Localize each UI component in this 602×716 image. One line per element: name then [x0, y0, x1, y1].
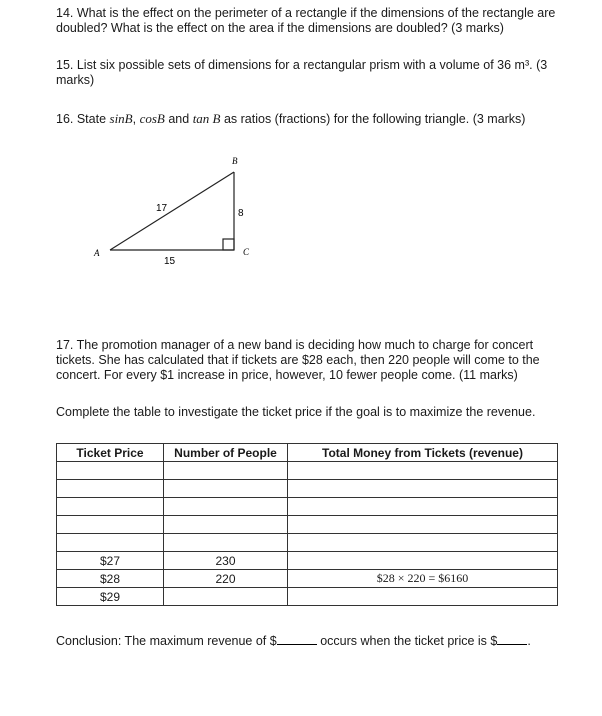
- question-15: 15. List six possible sets of dimensions for a rectangular prism with a volume of 36 m³. (3 marks): [56, 58, 548, 87]
- cell-people[interactable]: [164, 516, 288, 534]
- q16-prefix: 16. State: [56, 112, 110, 126]
- cell-price[interactable]: [57, 480, 164, 498]
- table-header-row: [57, 444, 558, 462]
- cell-people[interactable]: [164, 462, 288, 480]
- table-row: [57, 516, 558, 534]
- cell-price[interactable]: [57, 534, 164, 552]
- cell-revenue[interactable]: [288, 462, 558, 480]
- table-instruction: Complete the table to investigate the ticket price if the goal is to maximize the revenue.: [56, 405, 536, 419]
- q16-and: and: [164, 112, 193, 126]
- cell-price: $28: [57, 570, 164, 588]
- side-ab-label: 17: [156, 203, 168, 214]
- cell-people: 230: [164, 552, 288, 570]
- conclusion: [56, 632, 576, 649]
- table-row: [57, 498, 558, 516]
- q16-suffix: as ratios (fractions) for the following triangle. (3 marks): [220, 112, 526, 126]
- cell-people[interactable]: [164, 534, 288, 552]
- cell-revenue[interactable]: [288, 498, 558, 516]
- cell-people[interactable]: [164, 588, 288, 606]
- q16-cos: cosB: [139, 111, 165, 126]
- conclusion-part3: .: [527, 634, 531, 648]
- cell-revenue[interactable]: [288, 588, 558, 606]
- conclusion-part2: occurs when the ticket price is $: [316, 634, 498, 648]
- cell-price: $27: [57, 552, 164, 570]
- side-bc-label: 8: [238, 208, 244, 219]
- q16-tan: tan B: [192, 111, 221, 126]
- max-revenue-blank[interactable]: [277, 632, 317, 645]
- question-16: [56, 111, 556, 127]
- conclusion-part1: Conclusion: The maximum revenue of $: [56, 634, 277, 648]
- cell-revenue[interactable]: [288, 552, 558, 570]
- cell-revenue[interactable]: [288, 516, 558, 534]
- question-17: 17. The promotion manager of a new band is deciding how much to charge for concert tickets. She has calculated that if tickets are $28 each, then 220 people will come to the concert. For every $1 increase in price, however, 10 fewer people come. (11 marks): [56, 338, 540, 382]
- question-14: 14. What is the effect on the perimeter of a rectangle if the dimensions of the rectangle are doubled? What is the effect on the area if the dimensions are doubled? (3 marks): [56, 6, 556, 35]
- side-ac-label: 15: [164, 256, 176, 267]
- revenue-table: [56, 443, 558, 606]
- ticket-price-blank[interactable]: [497, 632, 527, 645]
- header-total-money: Total Money from Tickets (revenue): [288, 444, 558, 462]
- cell-revenue: $28 × 220 = $6160: [288, 570, 558, 588]
- header-ticket-price: Ticket Price: [57, 444, 164, 462]
- vertex-a-label: A: [94, 248, 100, 258]
- cell-revenue[interactable]: [288, 480, 558, 498]
- cell-people[interactable]: [164, 498, 288, 516]
- vertex-c-label: C: [243, 247, 250, 257]
- table-row: [57, 570, 558, 588]
- cell-people: 220: [164, 570, 288, 588]
- table-row: [57, 588, 558, 606]
- cell-price: $29: [57, 588, 164, 606]
- side-ab-line: [110, 172, 234, 250]
- table-row: [57, 480, 558, 498]
- right-triangle-diagram: [80, 150, 280, 270]
- cell-price[interactable]: [57, 498, 164, 516]
- q16-sep: ,: [132, 112, 140, 126]
- table-row: [57, 534, 558, 552]
- cell-price[interactable]: [57, 462, 164, 480]
- vertex-b-label: B: [232, 156, 238, 166]
- table-row: [57, 552, 558, 570]
- right-angle-marker: [223, 239, 234, 250]
- cell-revenue[interactable]: [288, 534, 558, 552]
- header-number-of-people: Number of People: [164, 444, 288, 462]
- q16-sin: sinB: [109, 111, 133, 126]
- table-row: [57, 462, 558, 480]
- cell-people[interactable]: [164, 480, 288, 498]
- cell-price[interactable]: [57, 516, 164, 534]
